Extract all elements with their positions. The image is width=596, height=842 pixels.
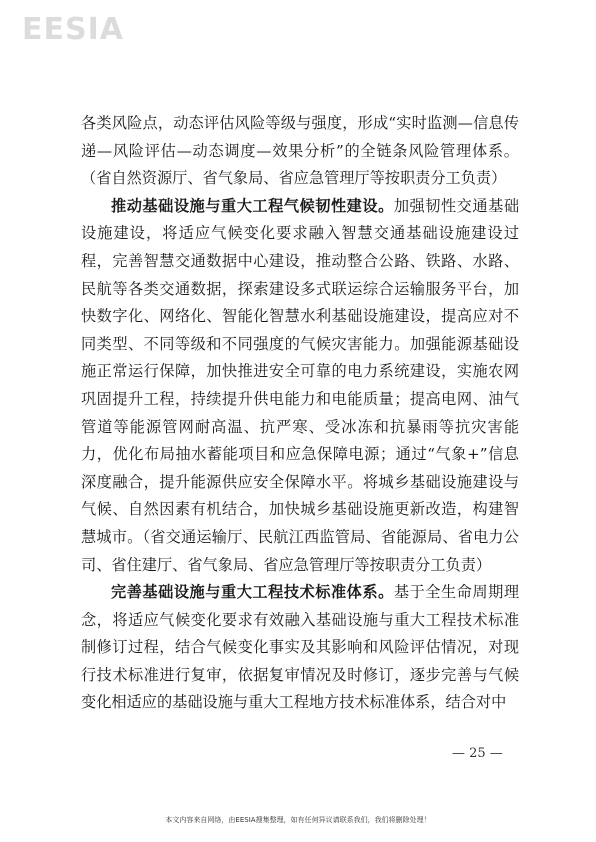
page-number: — 25 — [452,746,503,761]
eesia-logo: EESIA [22,12,124,47]
paragraph-text: 基于全生命周期理念，将适应气候变化要求有效融入基础设施与重大工程技术标准制修订过程，结合气候变化事实及其影响和风险评估情况，对现行技术标准进行复审，依据复审情况及时修订，逐步完善与气候变化相适应的基础设施与重大工程地方技术标准体系，结合对中 [81,583,520,712]
paragraph-risk-management [81,110,519,193]
footer-disclaimer: 本文内容来自网络，由EESIA搜集整理，如有任何异议请联系我们，我们将删除处理！ [165,816,431,824]
paragraph-technical-standards [81,579,519,717]
paragraph-text: 加强韧性交通基础设施建设，将适应气候变化要求融入智慧交通基础设施建设过程，完善智慧交通数据中心建设，推动整合公路、铁路、水路、民航等各类交通数据，探索建设多式联运综合运输服务平台，加快数字化、网络化、智能化智慧水利基础设施建设，提高应对不同类型、不同等级和不同强度的气候灾害能力。加强能源基础设施正常运行保障，加快推进安全可靠的电力系统建设，实施农网巩固提升工程，持续提升供电能力和电能质量；提高电网、油气管道等能源管网耐高温、抗严寒、受冰冻和抗暴雨等抗灾害能力，优化布局抽水蓄能项目和应急保障电源；通过“气象+”信息深度融合，提升能源供应安全保障水平。将城乡基础设施建设与气候、自然因素有机结合，加快城乡基础设施更新改造，构建智慧城市。（省交通运输厅、民航江西监管局、省能源局、省电力公司、省住建厅、省气象局、省应急管理厅等按职责分工负责） [81,196,520,574]
paragraph-lead-heading: 完善基础设施与重大工程技术标准体系。 [111,583,394,602]
paragraph-lead-heading: 推动基础设施与重大工程气候韧性建设。 [111,196,394,215]
paragraph-text: 各类风险点，动态评估风险等级与强度，形成“实时监测—信息传递—风险评估—动态调度—效果分析”的全链条风险管理体系。（省自然资源厅、省气象局、省应急管理厅等按职责分工负责） [81,114,519,188]
document-body [81,110,519,717]
paragraph-infrastructure-resilience [81,193,519,579]
